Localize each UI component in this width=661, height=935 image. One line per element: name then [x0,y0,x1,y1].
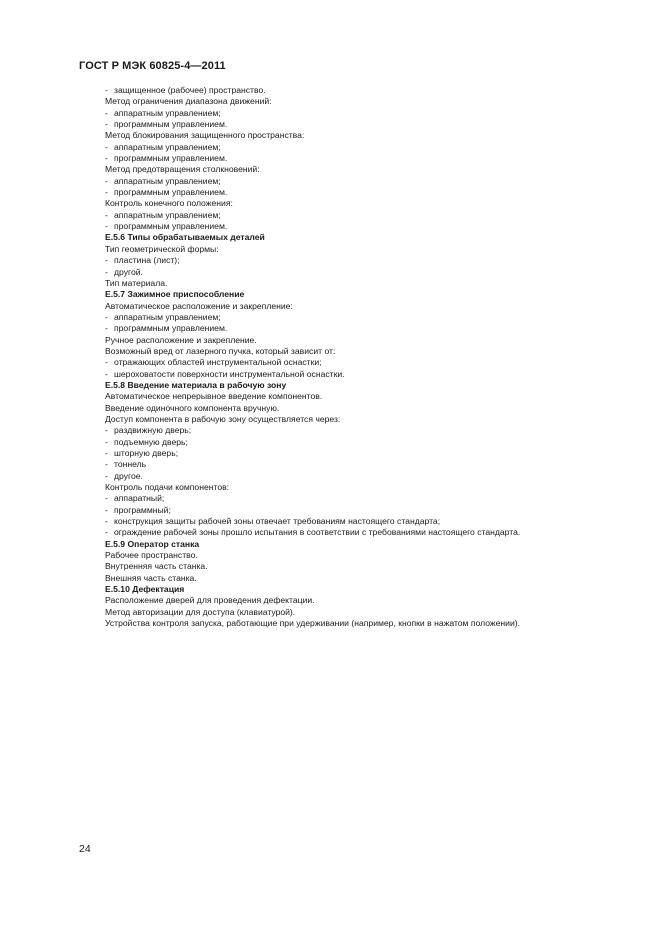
paragraph-line: Тип геометрической формы: [105,243,219,254]
list-item [105,527,645,538]
list-dash: - [105,255,108,266]
list-item [105,369,645,380]
list-item [105,493,645,504]
list-item [105,448,645,459]
document-body [105,85,645,630]
list-item [105,176,645,187]
list-item-text: ограждение рабочей зоны прошло испытания в соответствии с требованиями настоящего стандарта. [114,527,521,538]
list-item-text: отражающих областей инструментальной оснастки; [114,357,322,368]
list-dash: - [105,119,108,130]
list-dash: - [105,221,108,232]
paragraph-line: Автоматическое непрерывное введение компонентов. [105,391,323,402]
list-item [105,312,645,323]
document-header: ГОСТ Р МЭК 60825-4—2011 [79,60,226,72]
list-item-text: аппаратным управлением; [114,311,221,322]
list-item [105,516,645,527]
list-item [105,187,645,198]
list-dash: - [105,470,108,481]
section-heading: Е.5.10 Дефектация [105,584,185,595]
paragraph-line: Внутренняя часть станка. [105,561,208,572]
list-item-text: шторную дверь; [114,448,179,458]
list-item-text: программным управлением. [114,119,228,130]
list-item [105,323,645,334]
list-item [105,471,645,482]
list-item [105,153,645,164]
paragraph-line: Метод авторизации для доступа (клавиатурой). [105,606,296,617]
list-dash: - [105,357,108,368]
list-dash: - [105,187,108,198]
list-dash: - [105,493,108,504]
list-dash: - [105,436,108,447]
list-dash: - [105,323,108,334]
section-heading: Е.5.6 Типы обрабатываемых деталей [105,232,265,243]
list-item-text: аппаратным управлением; [114,141,221,152]
list-dash: - [105,141,108,152]
paragraph-line: Контроль конечного положения: [105,198,233,209]
list-dash: - [105,516,108,527]
paragraph-line: Метод предотвращения столкновений: [105,164,260,175]
list-item-text: конструкция защиты рабочей зоны отвечает требованиям настоящего стандарта; [114,516,441,527]
list-item-text: программным управлением. [114,153,228,164]
paragraph-line: Тип материала. [105,277,168,288]
list-dash: - [105,527,108,538]
list-item-text: защищенное (рабочее) пространство. [114,85,266,95]
list-item-text: другое. [114,470,143,481]
list-item [105,221,645,232]
paragraph-line: Автоматическое расположение и закрепление: [105,300,293,311]
section-heading: Е.5.7 Зажимное приспособление [105,289,245,300]
list-item [105,357,645,368]
list-dash: - [105,85,108,95]
list-item-text: программный; [114,504,171,515]
paragraph-line: Доступ компонента в рабочую зону осуществляется через: [105,413,341,424]
list-item [105,267,645,278]
list-dash: - [105,425,108,436]
list-item-text: аппаратным управлением; [114,107,221,118]
paragraph-line: Ручное расположение и закрепление. [105,334,257,345]
list-dash: - [105,266,108,277]
list-item [105,108,645,119]
list-dash: - [105,107,108,118]
paragraph-line: Внешняя часть станка. [105,572,197,583]
list-dash: - [105,311,108,322]
list-item-text: пластина (лист); [114,255,180,266]
list-item-text: шероховатости поверхности инструментальной оснастки. [114,368,345,379]
list-item [105,437,645,448]
list-dash: - [105,448,108,458]
list-item-text: аппаратным управлением; [114,175,221,186]
paragraph-line: Устройства контроля запуска, работающие при удерживании (например, кнопки в нажатом положении). [105,618,521,629]
list-dash: - [105,368,108,379]
list-dash: - [105,175,108,186]
paragraph-line: Метод ограничения диапазона движений: [105,96,272,107]
list-item-text: программным управлением. [114,221,228,232]
list-item-text: программным управлением. [114,187,228,198]
paragraph-line: Введение одиночного компонента вручную. [105,402,280,413]
paragraph-line: Возможный вред от лазерного пучка, который зависит от: [105,345,336,356]
list-item [105,425,645,436]
list-dash: - [105,504,108,515]
list-dash: - [105,153,108,164]
list-dash: - [105,209,108,220]
list-item [105,210,645,221]
paragraph-line: Контроль подачи компонентов: [105,482,230,493]
list-dash: - [105,459,108,470]
list-item-text: подъемную дверь; [114,436,188,447]
list-item [105,119,645,130]
list-item-text: другой. [114,266,143,277]
section-heading: Е.5.9 Оператор станка [105,538,200,549]
paragraph-line: Рабочее пространство. [105,550,198,561]
page-number: 24 [79,843,91,855]
list-item [105,505,645,516]
list-item [105,255,645,266]
list-item-text: раздвижную дверь; [114,425,192,436]
paragraph-line: Расположение дверей для проведения дефектации. [105,595,315,606]
list-item [105,85,645,96]
list-item-text: тоннель [114,459,147,470]
list-item-text: программным управлением. [114,323,228,334]
list-item-text: аппаратным управлением; [114,209,221,220]
list-item [105,142,645,153]
section-heading: Е.5.8 Введение материала в рабочую зону [105,379,287,390]
list-item-text: аппаратный; [114,493,165,504]
list-item [105,459,645,470]
paragraph-line: Метод блокирования защищенного пространства: [105,130,305,141]
